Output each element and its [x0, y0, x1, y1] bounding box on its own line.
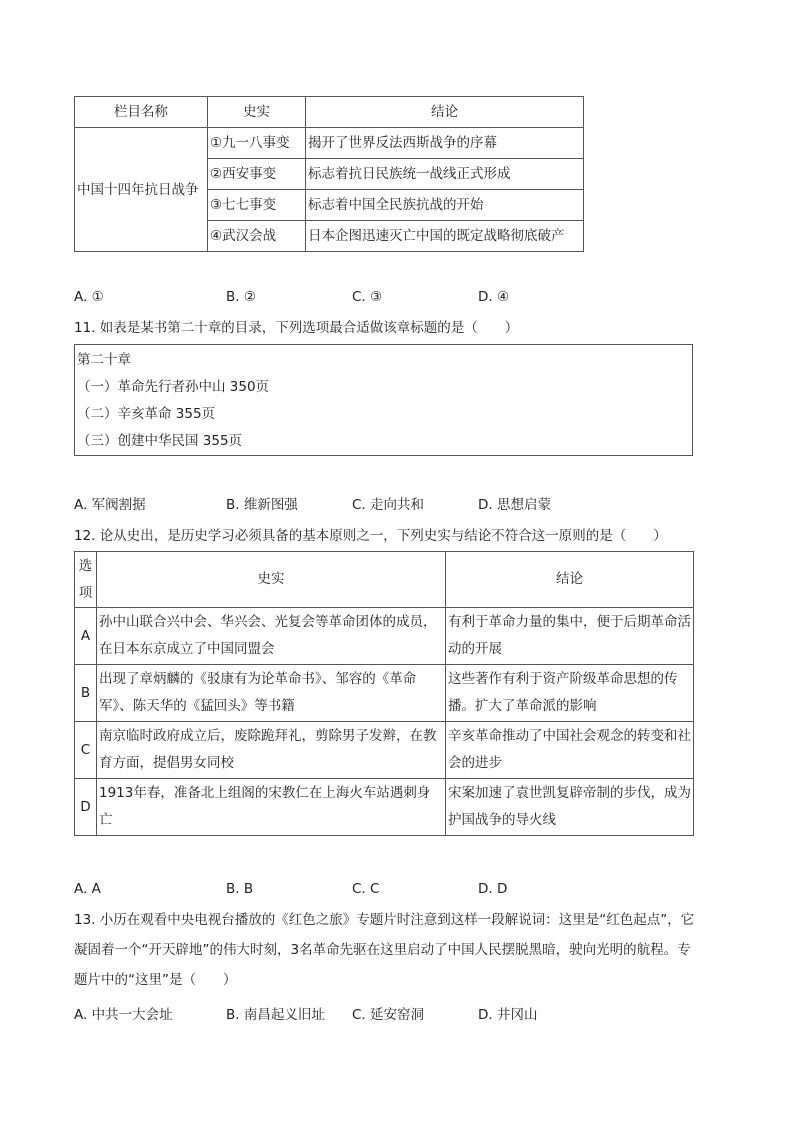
row-letter: D [75, 779, 97, 836]
conclusion-cell: 揭开了世界反法西斯战争的序幕 [306, 128, 584, 159]
q12-table [74, 551, 694, 836]
table-header-row [75, 552, 694, 608]
option-c[interactable]: C. 走向共和 [352, 497, 425, 513]
conclusion-cell: 标志着抗日民族统一战线正式形成 [306, 159, 584, 190]
option-b[interactable]: B. 维新图强 [226, 497, 298, 513]
anti-japanese-war-table [74, 96, 584, 252]
contents-line: 第二十章 [77, 352, 131, 368]
header-option: 选项 [75, 552, 97, 608]
fact-cell: 南京临时政府成立后，废除跪拜礼，剪除男子发辫，在教育方面，提倡男女同校 [97, 722, 446, 779]
header-column-name: 栏目名称 [75, 97, 208, 128]
contents-line: （三）创建中华民国 355页 [77, 433, 243, 449]
q10-options [0, 287, 794, 307]
contents-line: （一）革命先行者孙中山 350页 [77, 379, 270, 395]
option-d[interactable]: D. D [478, 881, 508, 897]
row-letter: B [75, 665, 97, 722]
option-a[interactable]: A. 军阀割据 [74, 497, 146, 513]
row-letter: A [75, 608, 97, 665]
row-letter: C [75, 722, 97, 779]
conclusion-cell: 日本企图迅速灭亡中国的既定战略彻底破产 [306, 221, 584, 252]
conclusion-cell: 有利于革命力量的集中，便于后期革命活动的开展 [446, 608, 694, 665]
fact-cell: ③七七事变 [208, 190, 306, 221]
header-conclusion: 结论 [446, 552, 694, 608]
option-b[interactable]: B. ② [226, 289, 256, 305]
contents-line: （二）辛亥革命 355页 [77, 406, 216, 422]
option-c[interactable]: C. C [352, 881, 380, 897]
option-d[interactable]: D. ④ [478, 289, 510, 305]
option-c[interactable]: C. ③ [352, 289, 383, 305]
q11-contents-box [74, 344, 693, 456]
table-row [75, 128, 584, 159]
table-row [75, 779, 694, 836]
q13-stem: 13. 小历在观看中央电视台播放的《红色之旅》专题片时注意到这样一段解说词：这里是“红色起点”，它凝固着一个“开天辟地”的伟大时刻，3名革命先驱在这里启动了中国人民摆脱黑暗，驶向光明的航程。专题片中的“这里”是（ ） [74, 912, 695, 988]
column-name-cell: 中国十四年抗日战争 [75, 128, 208, 252]
fact-cell: 孙中山联合兴中会、华兴会、光复会等革命团体的成员，在日本东京成立了中国同盟会 [97, 608, 446, 665]
header-fact: 史实 [208, 97, 306, 128]
q11-options [0, 495, 794, 515]
header-conclusion: 结论 [306, 97, 584, 128]
q13-options [0, 1005, 794, 1025]
q12-options [0, 879, 794, 899]
table-row [75, 722, 694, 779]
option-b[interactable]: B. B [226, 881, 254, 897]
fact-cell: ①九一八事变 [208, 128, 306, 159]
fact-cell: 出现了章炳麟的《驳康有为论革命书》、邹容的《革命军》、陈天华的《猛回头》等书籍 [97, 665, 446, 722]
table-row [75, 665, 694, 722]
fact-cell: ②西安事变 [208, 159, 306, 190]
option-a[interactable]: A. ① [74, 289, 104, 305]
conclusion-cell: 标志着中国全民族抗战的开始 [306, 190, 584, 221]
fact-cell: 1913年春，准备北上组阁的宋教仁在上海火车站遇刺身亡 [97, 779, 446, 836]
conclusion-cell: 宋案加速了袁世凯复辟帝制的步伐，成为护国战争的导火线 [446, 779, 694, 836]
option-d[interactable]: D. 井冈山 [478, 1007, 538, 1023]
conclusion-cell: 这些著作有利于资产阶级革命思想的传播。扩大了革命派的影响 [446, 665, 694, 722]
table-header-row [75, 97, 584, 128]
conclusion-cell: 辛亥革命推动了中国社会观念的转变和社会的进步 [446, 722, 694, 779]
option-b[interactable]: B. 南昌起义旧址 [226, 1007, 325, 1023]
option-d[interactable]: D. 思想启蒙 [478, 497, 551, 513]
header-fact: 史实 [97, 552, 446, 608]
q12-stem: 12. 论从史出，是历史学习必须具备的基本原则之一，下列史实与结论不符合这一原则的是（ ） [74, 528, 667, 544]
table-row [75, 608, 694, 665]
option-a[interactable]: A. 中共一大会址 [74, 1007, 173, 1023]
q11-stem: 11. 如表是某书第二十章的目录，下列选项最合适做该章标题的是（ ） [74, 320, 519, 336]
option-c[interactable]: C. 延安窑洞 [352, 1007, 425, 1023]
option-a[interactable]: A. A [74, 881, 101, 897]
fact-cell: ④武汉会战 [208, 221, 306, 252]
